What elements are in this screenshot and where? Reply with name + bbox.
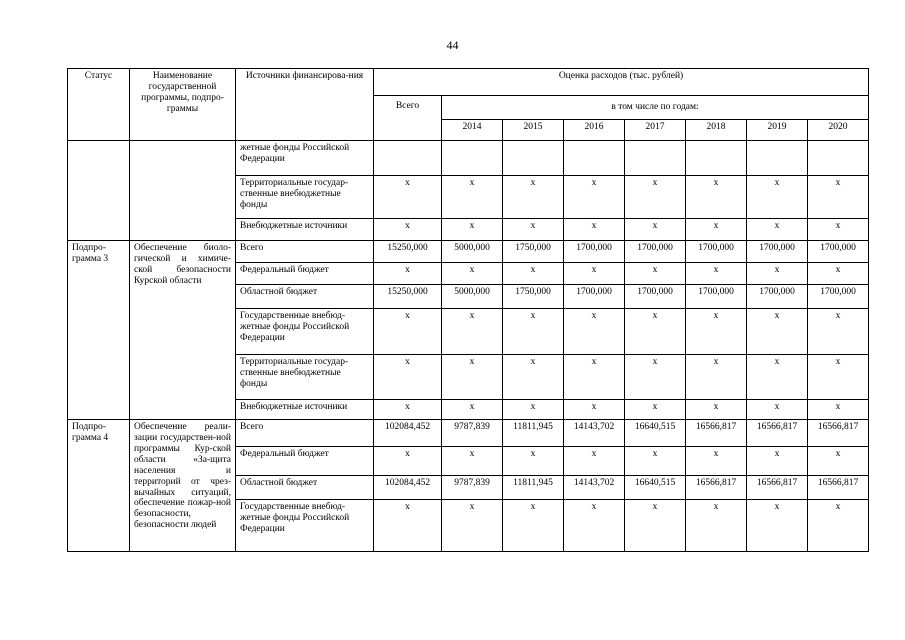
header-year-2016: 2016	[564, 120, 625, 141]
value-cell-2016: 14143,702	[564, 420, 625, 447]
header-sources: Источники финансирова-ния	[236, 69, 374, 141]
header-total: Всего	[374, 96, 442, 141]
value-cell-2020: 16566,817	[808, 476, 869, 500]
value-cell-2016: 14143,702	[564, 476, 625, 500]
value-cell-total: x	[374, 176, 442, 219]
header-year-2019: 2019	[747, 120, 808, 141]
subprogram-status: Подпро-грамма 3	[68, 241, 130, 420]
source-cell: Территориальные государ-ственные внебюджетные фонды	[236, 355, 374, 400]
value-cell-2014: 9787,839	[442, 476, 503, 500]
value-cell-total: x	[374, 400, 442, 420]
value-cell-2018: 1700,000	[686, 241, 747, 263]
value-cell-2020: x	[808, 263, 869, 285]
value-cell-2019: 1700,000	[747, 241, 808, 263]
source-cell: Всего	[236, 241, 374, 263]
source-cell: Федеральный бюджет	[236, 447, 374, 476]
value-cell-2014: 9787,839	[442, 420, 503, 447]
value-cell-total: x	[374, 447, 442, 476]
value-cell-2018: x	[686, 400, 747, 420]
value-cell-2014	[442, 141, 503, 176]
value-cell-2018	[686, 141, 747, 176]
value-cell-2018: x	[686, 309, 747, 355]
value-cell-2017: 16640,515	[625, 476, 686, 500]
value-cell-2017: x	[625, 176, 686, 219]
value-cell-2016: x	[564, 309, 625, 355]
value-cell-2019: 1700,000	[747, 285, 808, 309]
value-cell-total: x	[374, 309, 442, 355]
value-cell-2019: x	[747, 176, 808, 219]
value-cell-2016: x	[564, 176, 625, 219]
source-cell: Внебюджетные источники	[236, 219, 374, 241]
table-row	[68, 141, 869, 176]
value-cell-2016: 1700,000	[564, 285, 625, 309]
value-cell-2017	[625, 141, 686, 176]
value-cell-2016: x	[564, 500, 625, 552]
source-cell: Всего	[236, 420, 374, 447]
value-cell-2018: x	[686, 176, 747, 219]
header-year-2020: 2020	[808, 120, 869, 141]
value-cell-2020: x	[808, 219, 869, 241]
source-cell: Областной бюджет	[236, 285, 374, 309]
value-cell-2014: 5000,000	[442, 241, 503, 263]
value-cell-2016: x	[564, 263, 625, 285]
value-cell-2018: x	[686, 355, 747, 400]
value-cell-2017: x	[625, 263, 686, 285]
value-cell-2015: 1750,000	[503, 285, 564, 309]
value-cell-2017: 1700,000	[625, 241, 686, 263]
value-cell-2020: 1700,000	[808, 285, 869, 309]
value-cell-2015	[503, 141, 564, 176]
value-cell-2016: x	[564, 400, 625, 420]
value-cell-2015: x	[503, 447, 564, 476]
value-cell-2016: 1700,000	[564, 241, 625, 263]
value-cell-2019: x	[747, 219, 808, 241]
value-cell-total: 15250,000	[374, 285, 442, 309]
value-cell-total: x	[374, 355, 442, 400]
value-cell-2017: x	[625, 447, 686, 476]
value-cell-2015: x	[503, 355, 564, 400]
value-cell-2019	[747, 141, 808, 176]
value-cell-2019: x	[747, 355, 808, 400]
value-cell-2020: x	[808, 309, 869, 355]
value-cell-2015: 11811,945	[503, 476, 564, 500]
value-cell-total: 102084,452	[374, 420, 442, 447]
value-cell-2020: x	[808, 400, 869, 420]
value-cell-2014: x	[442, 263, 503, 285]
value-cell-2015: 1750,000	[503, 241, 564, 263]
header-year-2017: 2017	[625, 120, 686, 141]
source-cell: Федеральный бюджет	[236, 263, 374, 285]
table-row	[68, 420, 869, 447]
value-cell-2014: x	[442, 400, 503, 420]
value-cell-2015: x	[503, 309, 564, 355]
value-cell-2020: x	[808, 355, 869, 400]
value-cell-2017: 1700,000	[625, 285, 686, 309]
value-cell-2017: x	[625, 500, 686, 552]
source-cell: жетные фонды Российской Федерации	[236, 141, 374, 176]
value-cell-2014: x	[442, 500, 503, 552]
value-cell-total	[374, 141, 442, 176]
value-cell-2015: x	[503, 500, 564, 552]
value-cell-2018: x	[686, 447, 747, 476]
header-by-years: в том числе по годам:	[442, 96, 869, 120]
value-cell-2020: 16566,817	[808, 420, 869, 447]
subprogram-name: Обеспечение биоло-гической и химиче-ской безопасности Курской области	[130, 241, 236, 420]
source-cell: Областной бюджет	[236, 476, 374, 500]
value-cell-2019: 16566,817	[747, 420, 808, 447]
header-status: Статус	[68, 69, 130, 141]
value-cell-2015: x	[503, 219, 564, 241]
value-cell-2014: x	[442, 176, 503, 219]
table-row	[68, 241, 869, 263]
value-cell-2017: x	[625, 400, 686, 420]
value-cell-total: 102084,452	[374, 476, 442, 500]
value-cell-total: x	[374, 219, 442, 241]
value-cell-2019: x	[747, 263, 808, 285]
source-cell: Территориальные государ-ственные внебюджетные фонды	[236, 176, 374, 219]
value-cell-2016: x	[564, 219, 625, 241]
value-cell-total: x	[374, 263, 442, 285]
value-cell-2016	[564, 141, 625, 176]
value-cell-2014: 5000,000	[442, 285, 503, 309]
value-cell-2018: x	[686, 500, 747, 552]
value-cell-2018: 1700,000	[686, 285, 747, 309]
subprogram-name: Обеспечение реали-зации государствен-ной программы Кур-ской области «За-щита населения и территорий от чрез-вычайных ситуаций, обеспечение пожар-ной безопасности, безопасности людей	[130, 420, 236, 552]
value-cell-2020	[808, 141, 869, 176]
value-cell-2018: 16566,817	[686, 420, 747, 447]
header-name: Наименование государственной программы, подпро-граммы	[130, 69, 236, 141]
value-cell-2019: x	[747, 309, 808, 355]
value-cell-2020: x	[808, 447, 869, 476]
value-cell-total: 15250,000	[374, 241, 442, 263]
value-cell-2019: x	[747, 500, 808, 552]
value-cell-2015: 11811,945	[503, 420, 564, 447]
value-cell-2020: x	[808, 500, 869, 552]
header-year-2015: 2015	[503, 120, 564, 141]
value-cell-2014: x	[442, 355, 503, 400]
header-estimate: Оценка расходов (тыс. рублей)	[374, 69, 869, 96]
value-cell-2018: x	[686, 263, 747, 285]
value-cell-2019: x	[747, 400, 808, 420]
header-year-2014: 2014	[442, 120, 503, 141]
status-cell-empty	[68, 141, 130, 241]
value-cell-2017: x	[625, 309, 686, 355]
subprogram-status: Подпро-грамма 4	[68, 420, 130, 552]
value-cell-2018: x	[686, 219, 747, 241]
header-year-2018: 2018	[686, 120, 747, 141]
value-cell-2020: x	[808, 176, 869, 219]
value-cell-2019: x	[747, 447, 808, 476]
value-cell-2015: x	[503, 400, 564, 420]
value-cell-2017: x	[625, 219, 686, 241]
value-cell-2014: x	[442, 219, 503, 241]
value-cell-total: x	[374, 500, 442, 552]
value-cell-2015: x	[503, 263, 564, 285]
budget-table	[67, 68, 869, 552]
page-number: 44	[446, 38, 459, 52]
value-cell-2015: x	[503, 176, 564, 219]
value-cell-2019: 16566,817	[747, 476, 808, 500]
source-cell: Государственные внебюд-жетные фонды Российской Федерации	[236, 309, 374, 355]
source-cell: Государственные внебюд-жетные фонды Российской Федерации	[236, 500, 374, 552]
value-cell-2020: 1700,000	[808, 241, 869, 263]
value-cell-2017: 16640,515	[625, 420, 686, 447]
value-cell-2016: x	[564, 447, 625, 476]
value-cell-2016: x	[564, 355, 625, 400]
value-cell-2017: x	[625, 355, 686, 400]
source-cell: Внебюджетные источники	[236, 400, 374, 420]
name-cell-empty	[130, 141, 236, 241]
value-cell-2018: 16566,817	[686, 476, 747, 500]
value-cell-2014: x	[442, 447, 503, 476]
value-cell-2014: x	[442, 309, 503, 355]
